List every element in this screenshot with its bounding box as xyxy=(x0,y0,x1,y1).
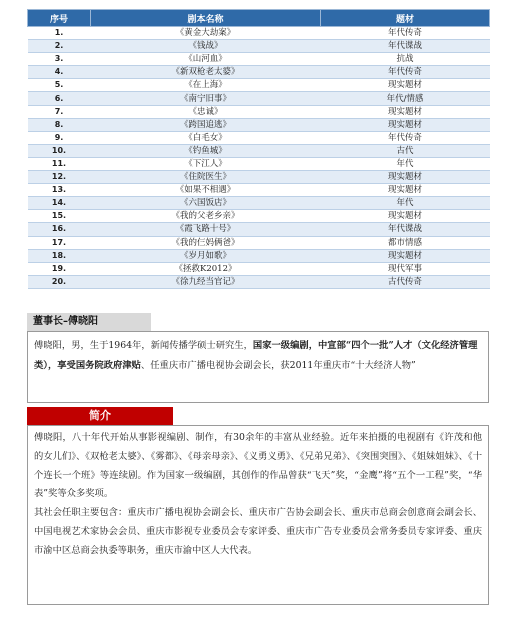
row-script-name: 《拯救K2012》 xyxy=(91,262,321,275)
row-number: 5. xyxy=(28,79,91,92)
row-genre: 年代谍战 xyxy=(321,40,490,53)
row-number: 11. xyxy=(28,157,91,170)
row-script-name: 《白毛女》 xyxy=(91,131,321,144)
header-number: 序号 xyxy=(28,10,91,27)
row-number: 1. xyxy=(28,27,91,40)
table-row xyxy=(28,223,490,236)
table-row xyxy=(28,53,490,66)
row-script-name: 《我的仨妈俩爸》 xyxy=(91,236,321,249)
chairman-bio-text: 傅晓阳，男，生于1964年，新闻传播学硕士研究生， xyxy=(34,340,253,351)
row-script-name: 《山河血》 xyxy=(91,53,321,66)
row-number: 6. xyxy=(28,92,91,105)
row-genre: 年代传奇 xyxy=(321,131,490,144)
row-script-name: 《我的父老乡亲》 xyxy=(91,210,321,223)
row-genre: 年代 xyxy=(321,157,490,170)
row-genre: 现实题材 xyxy=(321,184,490,197)
row-script-name: 《六国饭店》 xyxy=(91,197,321,210)
row-genre: 古代传奇 xyxy=(321,275,490,288)
chairman-bio-bold: 国家一级编剧，中宣部“四个一批”人才（文化经济管理类），享受国务院政府津贴 xyxy=(34,340,478,371)
table-row xyxy=(28,184,490,197)
row-script-name: 《霞飞路十号》 xyxy=(91,223,321,236)
row-script-name: 《黄金大劫案》 xyxy=(91,27,321,40)
chairman-section-header: 董事长–傅晓阳 xyxy=(27,313,151,331)
row-number: 3. xyxy=(28,53,91,66)
row-genre: 抗战 xyxy=(321,53,490,66)
row-number: 7. xyxy=(28,105,91,118)
row-genre: 年代 xyxy=(321,197,490,210)
row-number: 8. xyxy=(28,118,91,131)
row-number: 17. xyxy=(28,236,91,249)
header-genre: 题材 xyxy=(321,10,490,27)
row-genre: 年代/情感 xyxy=(321,92,490,105)
intro-paragraph-positions: 其社会任职主要包含：重庆市广播电视协会副会长、重庆市广告协会副会长、重庆市总商会创意商会副会长、中国电视艺术家协会会员、重庆市影视专业委员会专家评委、重庆市广告专业委员会常务委员专家评委、重庆市渝中区总商会执委等职务，重庆市渝中区人大代表。 xyxy=(34,507,482,556)
table-row xyxy=(28,105,490,118)
row-genre: 都市情感 xyxy=(321,236,490,249)
table-row xyxy=(28,197,490,210)
intro-box xyxy=(27,425,489,605)
row-genre: 现实题材 xyxy=(321,118,490,131)
table-row xyxy=(28,210,490,223)
row-number: 4. xyxy=(28,66,91,79)
row-script-name: 《忠诚》 xyxy=(91,105,321,118)
table-row xyxy=(28,249,490,262)
row-genre: 年代谍战 xyxy=(321,223,490,236)
table-row xyxy=(28,171,490,184)
table-row xyxy=(28,236,490,249)
intro-paragraph-career: 傅晓阳，八十年代开始从事影视编剧、制作，有30余年的丰富从业经验。近年来拍摄的电视剧有《许茂和他的女儿们》、《双枪老太婆》、《雾都》、《母亲母亲》、《义勇义勇》、《兄弟兄弟》、《突围突围》、《姐妹姐妹》、《十个连长一个班》等连续剧。作为国家一级编剧，其创作的作品曾获“飞天”奖，“金鹰”将“五个一工程”奖，“华表”奖等众多奖项。 xyxy=(34,432,482,500)
row-genre: 现代军事 xyxy=(321,262,490,275)
table-row xyxy=(28,144,490,157)
row-script-name: 《徐九经当官记》 xyxy=(91,275,321,288)
row-script-name: 《如果不相遇》 xyxy=(91,184,321,197)
row-number: 14. xyxy=(28,197,91,210)
table-row xyxy=(28,275,490,288)
table-row xyxy=(28,27,490,40)
row-script-name: 《跨国追逃》 xyxy=(91,118,321,131)
row-script-name: 《下江人》 xyxy=(91,157,321,170)
row-number: 18. xyxy=(28,249,91,262)
table-row xyxy=(28,66,490,79)
row-number: 15. xyxy=(28,210,91,223)
row-number: 2. xyxy=(28,40,91,53)
header-script-name: 剧本名称 xyxy=(91,10,321,27)
table-row xyxy=(28,92,490,105)
row-number: 13. xyxy=(28,184,91,197)
table-row xyxy=(28,131,490,144)
table-row xyxy=(28,262,490,275)
row-genre: 现实题材 xyxy=(321,210,490,223)
row-script-name: 《钓鱼城》 xyxy=(91,144,321,157)
row-number: 20. xyxy=(28,275,91,288)
intro-section-header: 简介 xyxy=(27,407,173,425)
chairman-bio-text-end: 、任重庆市广播电视协会副会长，获2011年重庆市“十大经济人物” xyxy=(140,359,416,371)
chairman-bio-box xyxy=(27,331,489,403)
row-script-name: 《钱战》 xyxy=(91,40,321,53)
row-genre: 年代传奇 xyxy=(321,27,490,40)
row-script-name: 《在上海》 xyxy=(91,79,321,92)
scripts-table-container xyxy=(27,9,489,289)
row-genre: 现实题材 xyxy=(321,105,490,118)
table-header-row xyxy=(28,10,490,27)
row-script-name: 《南宁旧事》 xyxy=(91,92,321,105)
row-number: 9. xyxy=(28,131,91,144)
scripts-table xyxy=(27,9,490,289)
table-row xyxy=(28,40,490,53)
row-script-name: 《岁月如歌》 xyxy=(91,249,321,262)
row-number: 10. xyxy=(28,144,91,157)
row-genre: 现实题材 xyxy=(321,249,490,262)
row-script-name: 《新双枪老太婆》 xyxy=(91,66,321,79)
row-genre: 现实题材 xyxy=(321,171,490,184)
row-number: 12. xyxy=(28,171,91,184)
table-row xyxy=(28,118,490,131)
row-genre: 古代 xyxy=(321,144,490,157)
table-row xyxy=(28,79,490,92)
row-number: 19. xyxy=(28,262,91,275)
row-genre: 年代传奇 xyxy=(321,66,490,79)
row-script-name: 《住院医生》 xyxy=(91,171,321,184)
row-genre: 现实题材 xyxy=(321,79,490,92)
row-number: 16. xyxy=(28,223,91,236)
table-row xyxy=(28,157,490,170)
